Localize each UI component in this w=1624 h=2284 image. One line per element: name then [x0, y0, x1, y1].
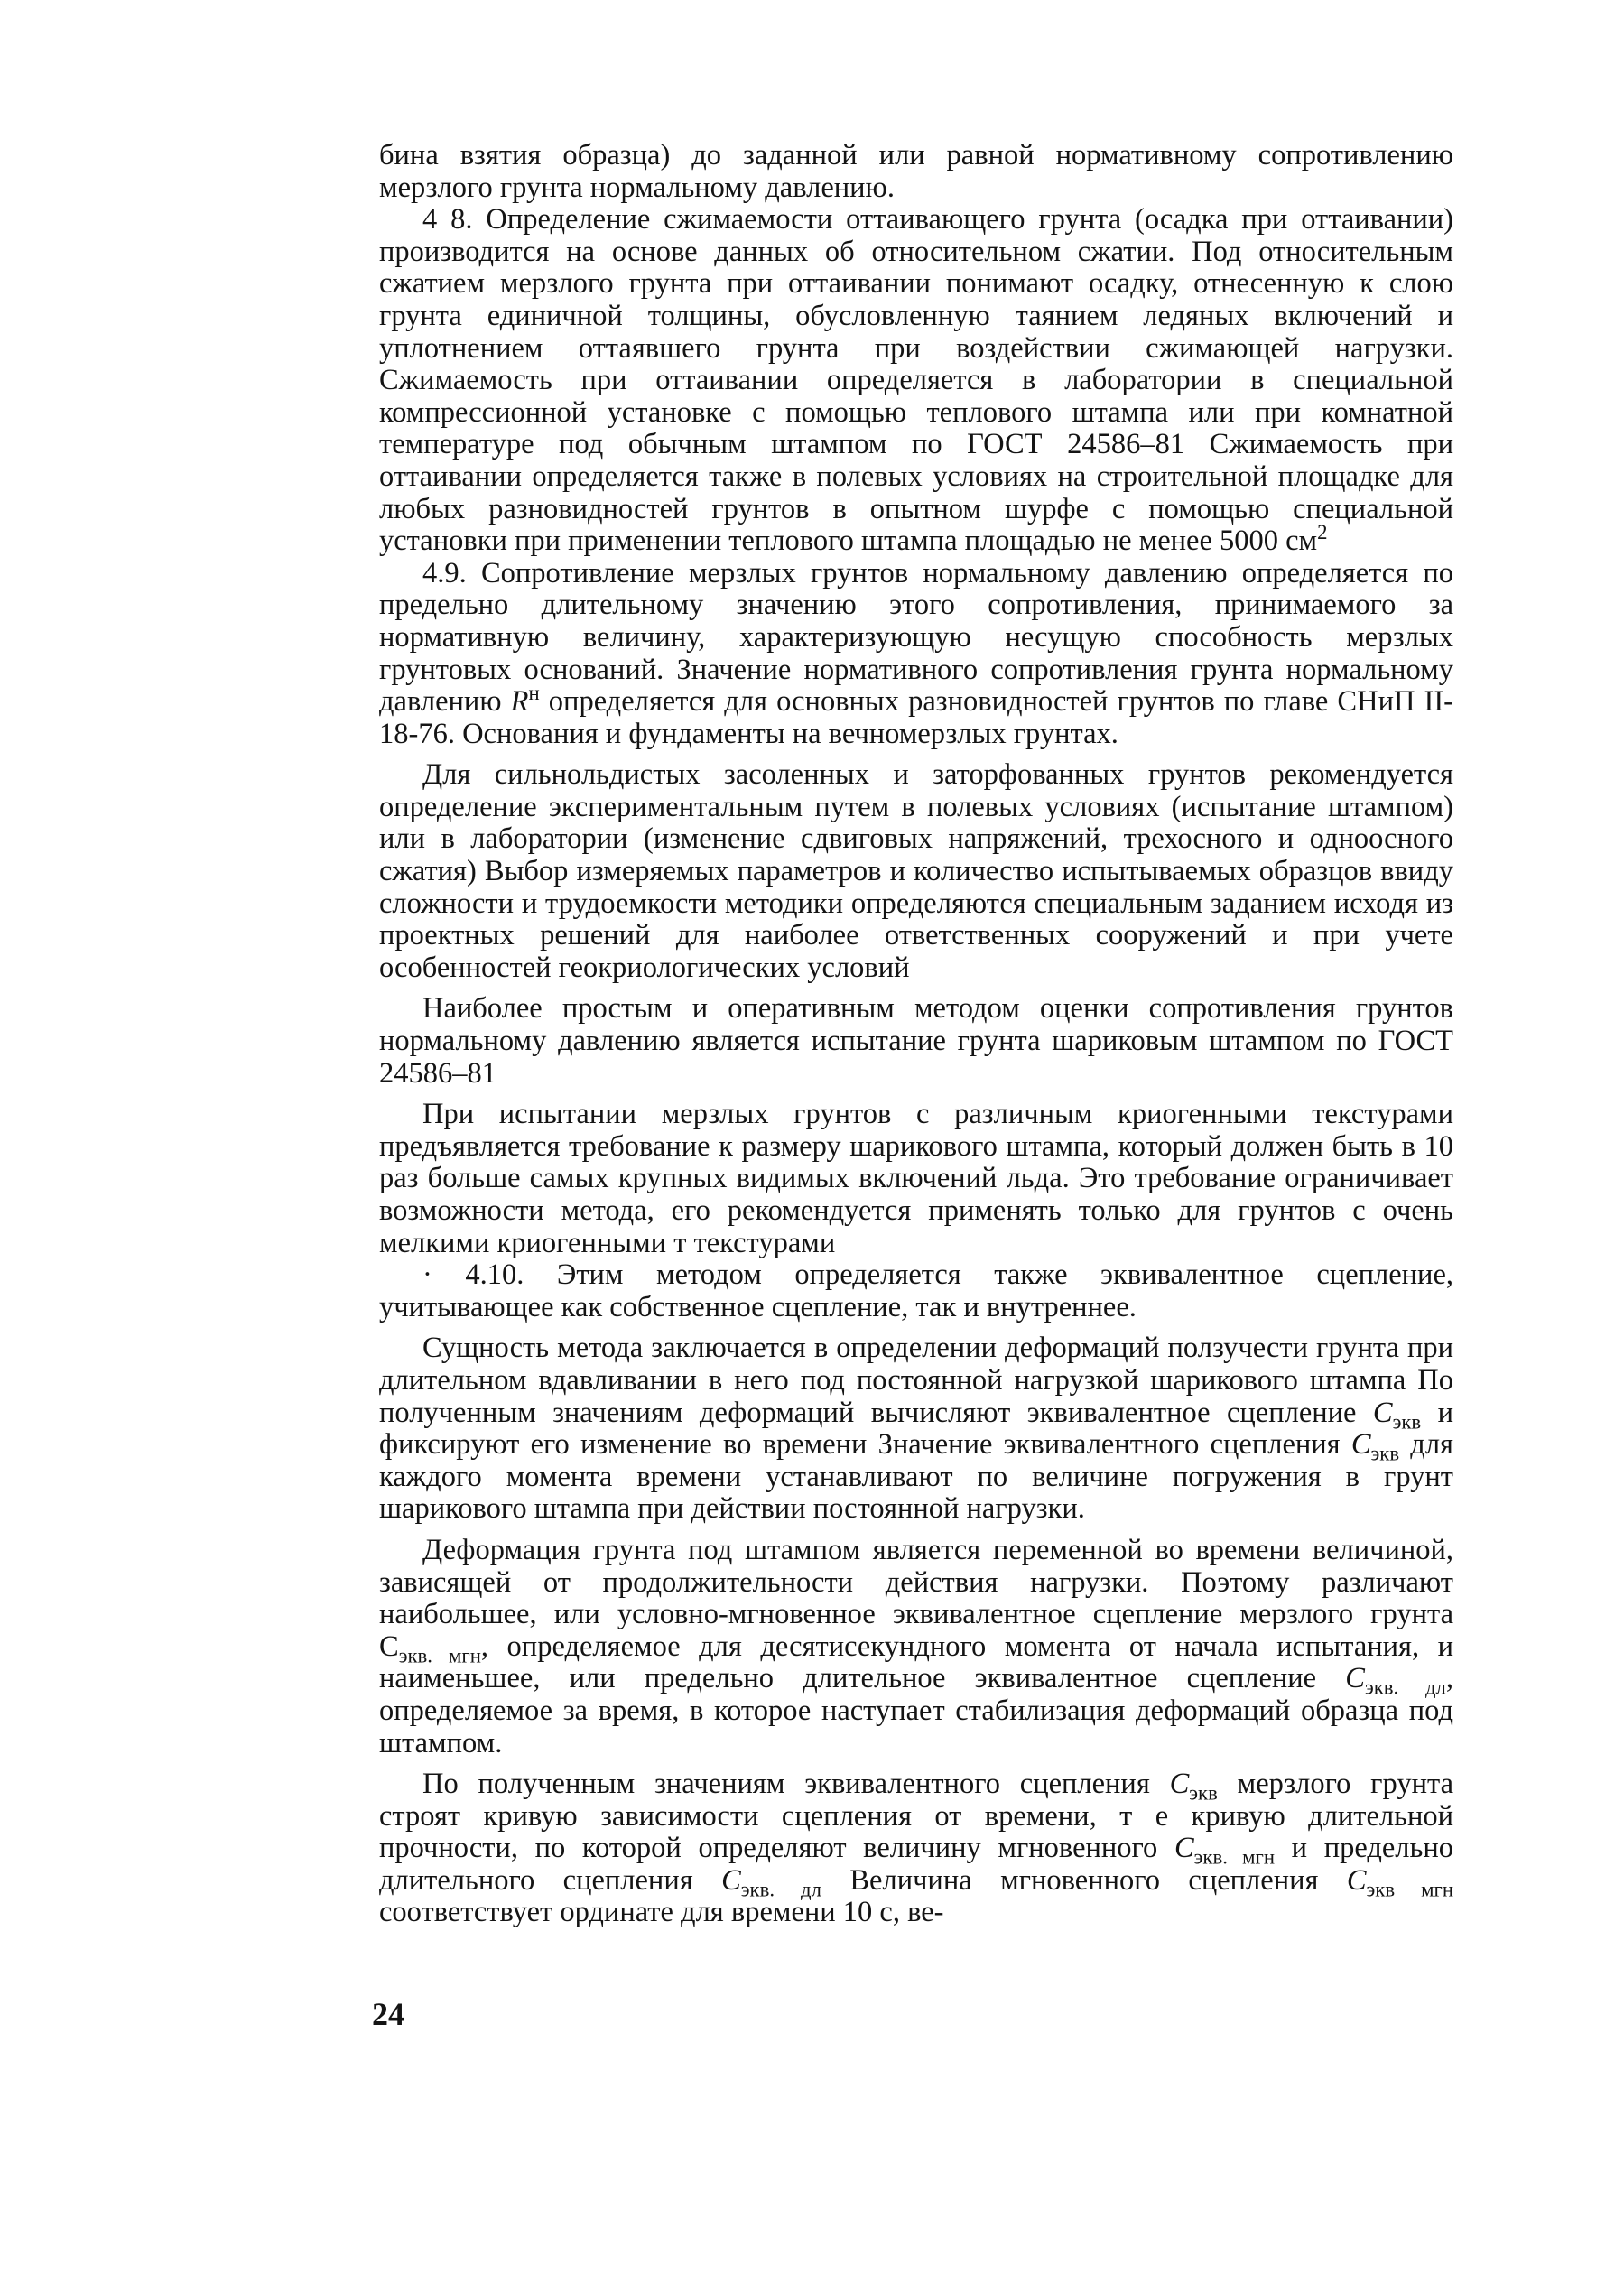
text-sup: н: [528, 682, 540, 705]
paragraph-deformation-under-stamp: [379, 1535, 1453, 1759]
text-sub: экв. дл: [1364, 1676, 1446, 1699]
text-sub: экв. мгн: [1193, 1845, 1276, 1869]
text-math: C: [1372, 1396, 1393, 1429]
paragraph-4-10-equivalent-cohesion: [379, 1259, 1453, 1323]
text-run: соответствует ординате для времени 10 с, ве-: [379, 1896, 944, 1929]
paragraph-4-9-normal-pressure-resistance: [379, 558, 1453, 751]
paragraph-method-essence: [379, 1332, 1453, 1526]
text-run: бина взятия образца) до заданной или равной нормативному сопротивлению мерзлого грунта нормальному давлению.: [379, 139, 1453, 204]
text-sup: 2: [1317, 521, 1328, 544]
paragraph-cryogenic-textures: [379, 1099, 1453, 1259]
paragraph-continuation: [379, 140, 1453, 204]
text-sub: экв мгн: [1366, 1878, 1453, 1901]
text-run: · 4.10. Этим методом определяется также эквивалентное сцепление, учитывающее как собственное сцепление, так и внутреннее.: [379, 1258, 1453, 1323]
text-run: При испытании мерзлых грунтов с различным криогенными текстурами предъявляется требование к размеру шарикового штампа, который должен быть в 10 раз больше самых крупных видимых включений льда. Это требование ограничивает возможности метода, его рекомендуется применять только для грунтов с очень мелкими криогенными т текстурами: [379, 1098, 1453, 1259]
text-run: Сущность метода заключается в определении деформаций ползучести грунта при длительном вдавливании в него под постоянной нагрузкой шарикового штампа По полученным значениям деформаций вычисляют эквивалентное сцепление: [379, 1332, 1453, 1429]
text-run: 4.9. Сопротивление мерзлых грунтов нормальному давлению определяется по предельно длительному значению этого сопротивления, принимаемого за нормативную величину, характеризующую несущую способность мерзлых грунтовых оснований. Значение нормативного сопротивления грунта нормальному давлению: [379, 556, 1453, 719]
text-run: , определяемое для десятисекундного момента от начала испытания, и наименьшее, или предельно длительное эквивалентное сцепление: [379, 1629, 1454, 1695]
paragraph-ball-stamp-method: [379, 993, 1453, 1090]
text-run: Величина мгновенного сцепления: [821, 1863, 1347, 1897]
text-run: и фиксируют его изменение во времени Значение эквивалентного сцепления: [379, 1396, 1453, 1462]
text-math: R: [510, 685, 529, 719]
text-math: C: [1350, 1428, 1371, 1462]
text-sub: экв: [1392, 1410, 1422, 1434]
text-math: C: [721, 1863, 741, 1897]
text-run: , определяемое за время, в которое наступает стабилизация деформаций образца под штампом.: [379, 1662, 1453, 1759]
text-run: Для сильнольдистых засоленных и заторфованных грунтов рекомендуется определение экспериментальным путем в полевых условиях (испытание штампом) или в лаборатории (изменение сдвиговых напряжений, трехосного и одноосного сжатия) Выбор измеряемых параметров и количество испытываемых образцов ввиду сложности и трудоемкости методики определяются специальным заданием исходя из проектных решений для наиболее ответственных сооружений и при учете особенностей геокриологических условий: [379, 758, 1453, 984]
text-sub: экв. дл: [740, 1878, 821, 1901]
text-math: C: [1345, 1662, 1365, 1695]
text-run: Деформация грунта под штампом является переменной во времени величиной, зависящей от продолжительности действия нагрузки. Поэтому различают наибольшее, или условно-мгновенное эквивалентное сцепление мерзлого грунта С: [379, 1533, 1453, 1663]
text-math: C: [1346, 1863, 1367, 1897]
page-number: 24: [372, 1996, 404, 2032]
text-run: для каждого момента времени устанавливают по величине погружения в грунт шарикового штампа при действии постоянной нагрузки.: [379, 1428, 1453, 1526]
paragraph-long-term-strength-curve: [379, 1769, 1453, 1929]
text-math: C: [1174, 1832, 1194, 1865]
text-sub: экв: [1189, 1781, 1218, 1805]
paragraph-4-8-thaw-compressibility: [379, 204, 1453, 558]
text-run: По полученным значениям эквивалентного сцепления: [422, 1768, 1170, 1801]
text-run: Наиболее простым и оперативным методом оценки сопротивления грунтов нормальному давлению является испытание грунта шариковым штампом по ГОСТ 24586–81: [379, 992, 1453, 1090]
text-sub: экв: [1370, 1442, 1400, 1465]
paragraph-saline-peat-soils: [379, 759, 1453, 984]
text-math: C: [1169, 1768, 1190, 1801]
page-body: [379, 140, 1453, 1929]
text-run: 4 8. Определение сжимаемости оттаивающего грунта (осадка при оттаивании) производится на основе данных об относительном сжатии. Под относительным сжатием мерзлого грунта при оттаивании понимают осадку, отнесенную к слою грунта единичной толщины, обусловленную таянием ледяных включений и уплотнением оттаявшего грунта при воздействии сжимающей нагрузки. Сжимаемость при оттаивании определяется в лаборатории в специальной компрессионной установке с помощью теплового штампа или при комнатной температуре под обычным штампом по ГОСТ 24586–81 Сжимаемость при оттаивании определяется также в полевых условиях на строительной площадке для любых разновидностей грунтов в опытном шурфе с помощью специальной установки при применении теплового штампа площадью не менее 5000 см: [379, 203, 1453, 558]
text-run: определяется для основных разновидностей грунтов по главе СНиП II-18-76. Основания и фундаменты на вечномерзлых грунтах.: [379, 685, 1453, 750]
text-run: и предельно длительного сцепления: [379, 1832, 1453, 1897]
text-sub: экв. мгн: [398, 1644, 481, 1667]
text-run: мерзлого грунта строят кривую зависимости сцепления от времени, т е кривую длительной прочности, по которой определяют величину мгновенного: [379, 1768, 1453, 1865]
